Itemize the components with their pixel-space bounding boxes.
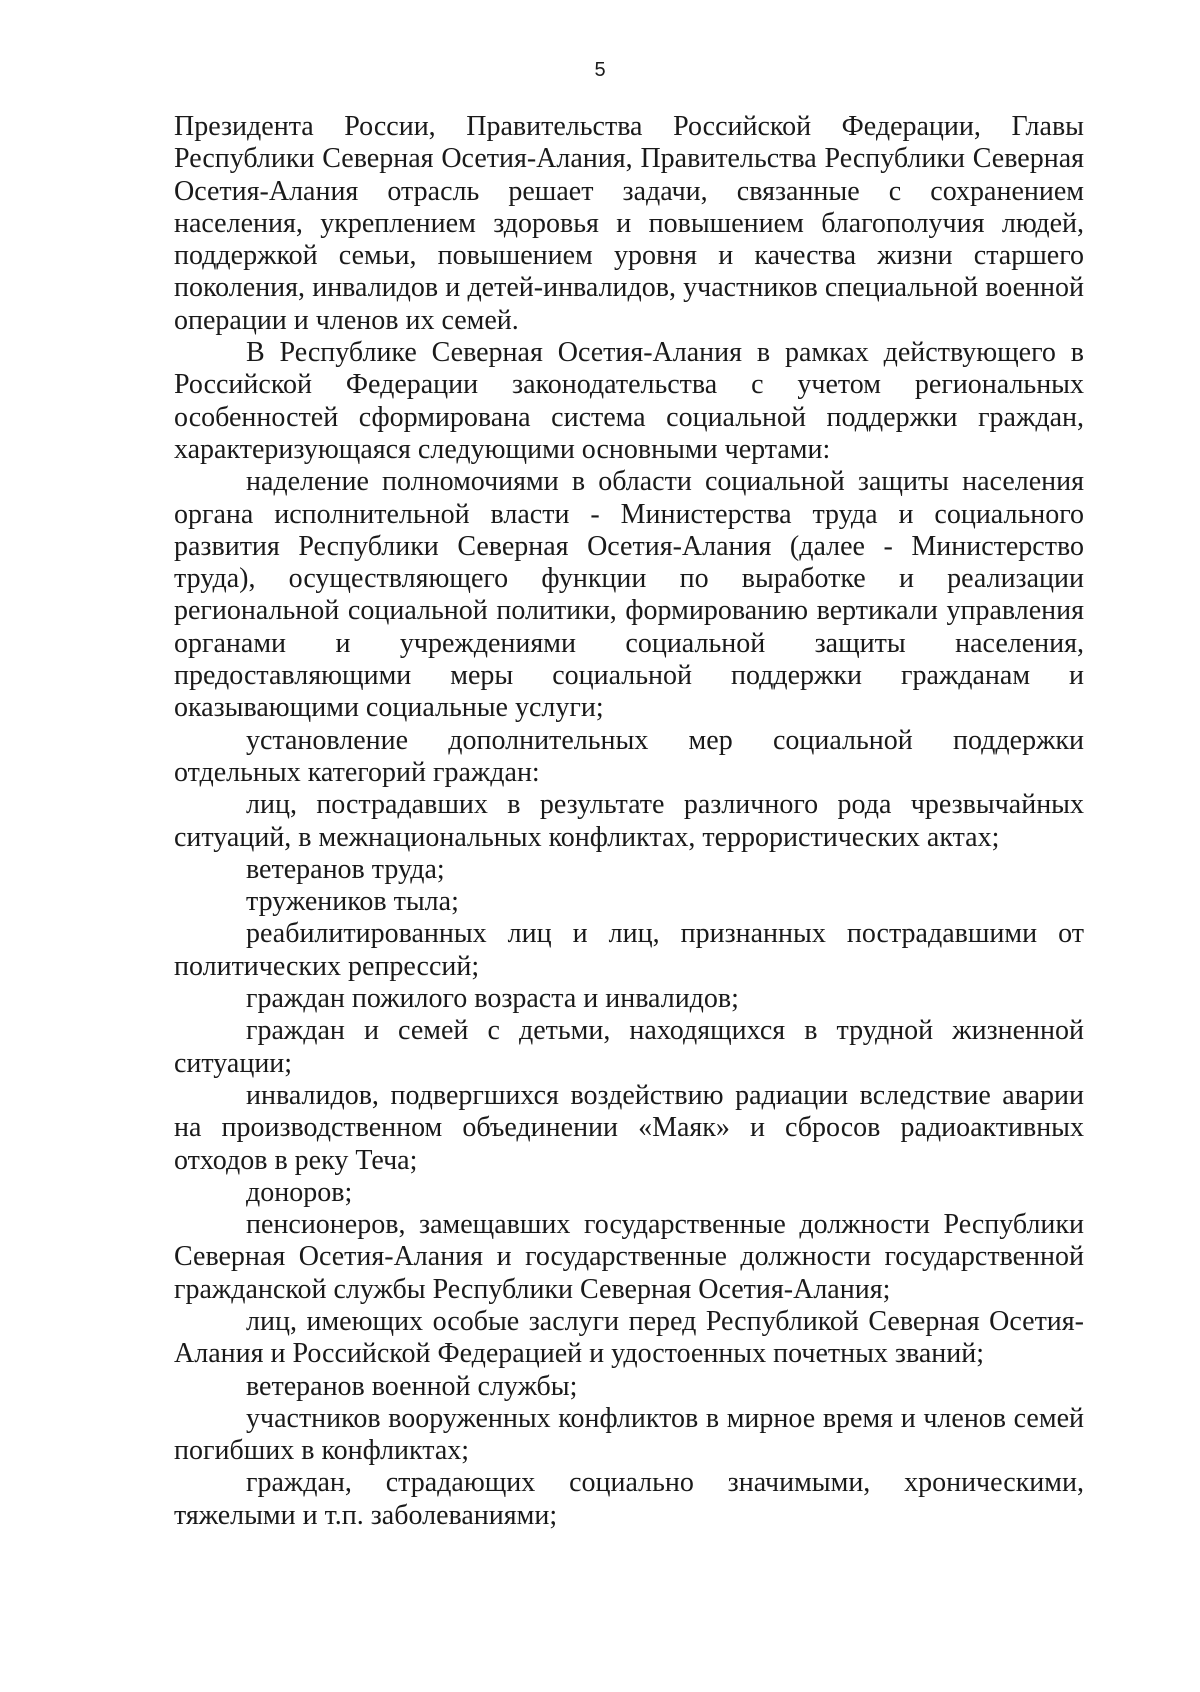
list-item: инвалидов, подвергшихся воздействию радиации вследствие аварии на производственном объединении «Маяк» и сбросов радиоактивных отходов в реку Теча; bbox=[174, 1079, 1084, 1176]
list-item: лиц, пострадавших в результате различного рода чрезвычайных ситуаций, в межнациональных конфликтах, террористических актах; bbox=[174, 789, 1084, 853]
list-item: участников вооруженных конфликтов в мирное время и членов семей погибших в конфликтах; bbox=[174, 1402, 1084, 1467]
list-item: граждан пожилого возраста и инвалидов; bbox=[246, 983, 739, 1015]
page-number: 5 bbox=[594, 59, 606, 81]
paragraph: наделение полномочиями в области социальной защиты населения органа исполнительной власти - Министерства труда и социального развития Республики Северная Осетия-Алания (далее - Министерство труда), осуществляющего функции по выработке и реализации региональной социальной политики, формированию вертикали управления органами и учреждениями социальной защиты населения, предоставляющими меры социальной поддержки гражданам и оказывающими социальные услуги; bbox=[174, 466, 1084, 724]
paragraph: установление дополнительных мер социальной поддержки отдельных категорий граждан: bbox=[174, 724, 1084, 788]
list-item: граждан и семей с детьми, находящихся в трудной жизненной ситуации; bbox=[174, 1015, 1084, 1079]
document-body bbox=[174, 111, 1084, 1532]
paragraph-continuation: Президента России, Правительства Российской Федерации, Главы Республики Северная Осетия-Алания, Правительства Республики Северная Осетия-Алания отрасль решает задачи, связанные с сохранением населения, укреплением здоровья и повышением благополучия людей, поддержкой семьи, повышением уровня и качества жизни старшего поколения, инвалидов и детей-инвалидов, участников специальной военной операции и членов их семей. bbox=[174, 111, 1084, 336]
list-item: ветеранов труда; bbox=[246, 853, 445, 885]
list-item: ветеранов военной службы; bbox=[246, 1370, 578, 1402]
list-item: лиц, имеющих особые заслуги перед Республикой Северная Осетия-Алания и Российской Федерацией и удостоенных почетных званий; bbox=[174, 1305, 1084, 1370]
list-item: реабилитированных лиц и лиц, признанных пострадавшими от политических репрессий; bbox=[174, 918, 1084, 982]
list-item: пенсионеров, замещавших государственные должности Республики Северная Осетия-Алания и государственные должности государственной гражданской службы Республики Северная Осетия-Алания; bbox=[174, 1209, 1084, 1305]
list-item: тружеников тыла; bbox=[246, 886, 459, 918]
list-item: граждан, страдающих социально значимыми, хроническими, тяжелыми и т.п. заболеваниями; bbox=[174, 1467, 1084, 1531]
list-item: доноров; bbox=[246, 1176, 353, 1208]
paragraph: В Республике Северная Осетия-Алания в рамках действующего в Российской Федерации законодательства с учетом региональных особенностей сформирована система социальной поддержки граждан, характеризующаяся следующими основными чертами: bbox=[174, 337, 1084, 465]
